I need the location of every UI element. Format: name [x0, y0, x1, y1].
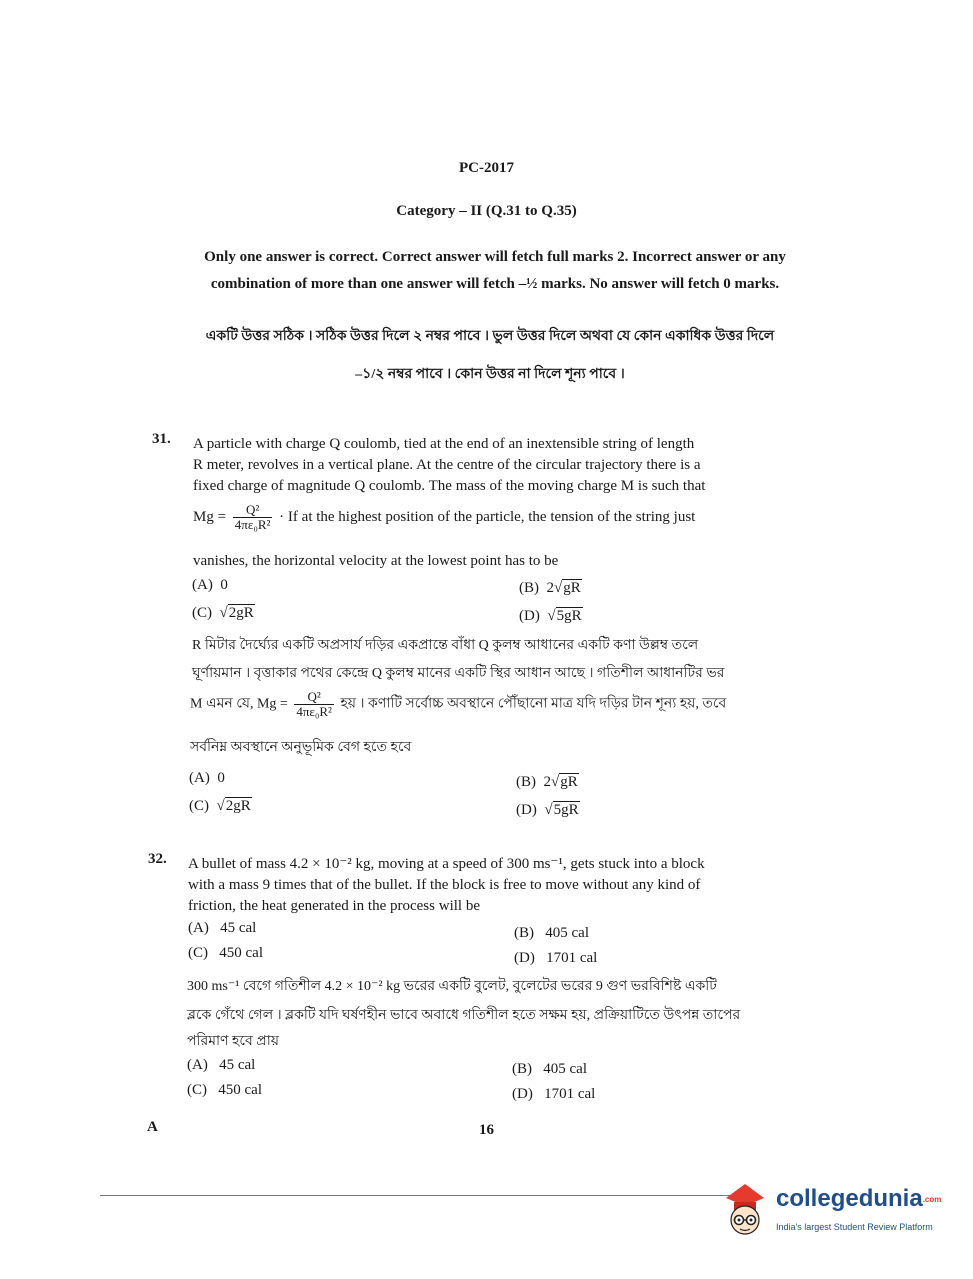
q32-bn-option-c-label: (C) [187, 1082, 207, 1098]
q32-bn-line-1: 300 ms⁻¹ বেগে গতিশীল 4.2 × 10⁻² kg ভরের একটি বুলেট, বুলেটের ভরের 9 গুণ ভরবিশিষ্ট একটি [187, 979, 717, 994]
q32-bn-option-c-value: 450 cal [218, 1082, 262, 1098]
question-32-text [188, 854, 812, 917]
q31-line-2: R meter, revolves in a vertical plane. At the centre of the circular trajectory there is a [193, 457, 701, 473]
sqrt-symbol: √5gR [547, 608, 582, 624]
sqrt-symbol: √2gR [219, 605, 254, 621]
q32-bn-option-d-value: 1701 cal [544, 1086, 596, 1102]
sqrt-symbol: √2gR [216, 798, 251, 814]
q32-bn-option-a-value: 45 cal [219, 1057, 256, 1073]
q31-bengali-text [192, 632, 812, 688]
q31-option-d-radicand: 5gR [556, 608, 582, 624]
q32-line-3: friction, the heat generated in the process will be [188, 898, 480, 914]
q31-option-a [192, 577, 228, 594]
q32-bn-option-b-label: (B) [512, 1061, 532, 1077]
q31-option-b-label: (B) [519, 580, 539, 596]
instruction-en-line-2: combination of more than one answer will fetch –½ marks. No answer will fetch 0 marks. [210, 276, 780, 292]
q31-option-b-coef: 2 [546, 580, 554, 596]
category-heading: Category – II (Q.31 to Q.35) [396, 203, 577, 219]
question-31-number: 31. [152, 431, 171, 447]
q31-bn-line-3-prefix: M এমন যে, Mg = [190, 696, 288, 712]
q31-bn-line-1: R মিটার দৈর্ঘ্যের একটি অপ্রসার্য দড়ির একপ্রান্তে বাঁধা Q কুলম্ব আধানের একটি কণা উল্লম্ব তলে [192, 638, 699, 653]
q32-option-b [514, 925, 589, 942]
q32-option-c-label: (C) [188, 945, 208, 961]
page-number: 16 [479, 1122, 494, 1138]
q31-fraction-numerator: Q² [233, 503, 273, 518]
sqrt-symbol: √5gR [544, 802, 579, 818]
instructions-bengali [140, 318, 840, 394]
q32-option-c [188, 945, 263, 962]
q31-equation-line [193, 503, 815, 532]
q31-option-d-label: (D) [519, 608, 540, 624]
q31-bn-option-b-coef: 2 [543, 774, 551, 790]
q31-bn-option-d-label: (D) [516, 802, 537, 818]
q31-line-3: fixed charge of magnitude Q coulomb. The mass of the moving charge M is such that [193, 478, 706, 494]
footer-divider [100, 1195, 740, 1196]
q32-bn-option-d-label: (D) [512, 1086, 533, 1102]
q31-option-c [192, 605, 255, 622]
q31-bn-option-d-radicand: 5gR [553, 802, 579, 818]
q31-option-c-radicand: 2gR [228, 605, 254, 621]
q32-line-1: A bullet of mass 4.2 × 10⁻² kg, moving at a speed of 300 ms⁻¹, gets stuck into a block [188, 856, 705, 872]
q31-option-d [519, 608, 583, 625]
q31-line-1: A particle with charge Q coulomb, tied at the end of an inextensible string of length [193, 436, 695, 452]
q31-mg-prefix: Mg = [193, 508, 227, 525]
sqrt-symbol: √gR [554, 580, 581, 596]
sqrt-symbol: √gR [551, 774, 578, 790]
q31-line-4-suffix: · If at the highest position of the particle, the tension of the string just [279, 508, 696, 525]
question-32-number: 32. [148, 851, 167, 867]
q31-bn-option-c-radicand: 2gR [225, 798, 251, 814]
instruction-bn-line-2: –১/২ নম্বর পাবে । কোন উত্তর না দিলে শূন্য পাবে । [355, 367, 625, 382]
q32-bengali-text [187, 972, 809, 1054]
instructions-english [150, 244, 840, 298]
q32-option-b-value: 405 cal [545, 925, 589, 941]
q32-bn-line-2: ব্লকে গেঁথে গেল । ব্লকটি যদি ঘর্ষণহীন ভাবে অবাধে গতিশীল হতে সক্ষম হয়, প্রক্রিয়াটিতে উৎপন্ন তাপের [187, 1008, 741, 1023]
q31-bn-option-b [516, 774, 579, 791]
q31-option-a-value: 0 [220, 577, 228, 593]
q31-bn-option-b-label: (B) [516, 774, 536, 790]
instruction-en-line-1: Only one answer is correct. Correct answer will fetch full marks 2. Incorrect answer or any [204, 249, 786, 265]
q31-bn-option-a [189, 770, 225, 787]
q32-option-a [188, 920, 256, 937]
q31-bn-option-a-value: 0 [217, 770, 225, 786]
q32-option-b-label: (B) [514, 925, 534, 941]
q31-option-b [519, 580, 582, 597]
q32-option-c-value: 450 cal [219, 945, 263, 961]
instruction-bn-line-1: একটি উত্তর সঠিক । সঠিক উত্তর দিলে ২ নম্বর পাবে । ভুল উত্তর দিলে অথবা যে কোন একাধিক উত্তর দিলে [205, 329, 775, 344]
collegedunia-mascot-icon [716, 1176, 774, 1238]
q31-bn-line-2: ঘূর্ণায়মান । বৃত্তাকার পথের কেন্দ্রে Q কুলম্ব মানের একটি স্থির আধান আছে । গতিশীল আধানটির ভর [192, 666, 725, 681]
q31-bn-line-4: সর্বনিম্ন অবস্থানে অনুভূমিক বেগ হতে হবে [190, 740, 412, 755]
brand-tagline: India's largest Student Review Platform [776, 1222, 933, 1232]
q31-option-b-radicand: gR [563, 580, 581, 596]
q31-option-c-label: (C) [192, 605, 212, 621]
q31-bn-equation-line [190, 690, 814, 719]
q32-bn-option-c [187, 1082, 262, 1099]
q32-line-2: with a mass 9 times that of the bullet. If the block is free to move without any kind of [188, 877, 701, 893]
q32-bn-option-b-value: 405 cal [543, 1061, 587, 1077]
q31-fraction-denominator: 4πε₀R² [234, 517, 271, 532]
q32-bn-option-d [512, 1086, 595, 1103]
q32-bn-option-a-label: (A) [187, 1057, 208, 1073]
q31-bn-option-c [189, 798, 252, 815]
question-31-text [193, 434, 815, 497]
q32-option-a-label: (A) [188, 920, 209, 936]
collegedunia-logo [776, 1185, 941, 1213]
q32-bn-option-b [512, 1061, 587, 1078]
q31-bn-fraction-denominator: 4πε₀R² [296, 704, 332, 719]
paper-code: PC-2017 [459, 160, 514, 176]
q31-bn-option-b-radicand: gR [560, 774, 578, 790]
q31-bn-line-3-suffix: হয় । কণাটি সর্বোচ্চ অবস্থানে পৌঁছানো মাত্র যদি দড়ির টান শূন্য হয়, তবে [340, 696, 727, 712]
q32-option-d-label: (D) [514, 950, 535, 966]
q31-line-5: vanishes, the horizontal velocity at the lowest point has to be [193, 553, 559, 569]
q32-bn-option-a [187, 1057, 255, 1074]
brand-suffix: .com [922, 1195, 942, 1205]
q31-bn-option-d [516, 802, 580, 819]
q32-option-d [514, 950, 597, 967]
q32-option-d-value: 1701 cal [546, 950, 598, 966]
brand-name: collegedunia [776, 1185, 923, 1212]
q31-bn-option-a-label: (A) [189, 770, 210, 786]
q31-fraction [233, 503, 273, 532]
q31-bn-option-c-label: (C) [189, 798, 209, 814]
set-letter: A [147, 1119, 158, 1135]
q31-bn-fraction-numerator: Q² [294, 690, 334, 705]
q31-bn-fraction [294, 690, 334, 719]
q31-option-a-label: (A) [192, 577, 213, 593]
q32-option-a-value: 45 cal [220, 920, 257, 936]
q32-bn-line-3: পরিমাণ হবে প্রায় [187, 1034, 280, 1049]
